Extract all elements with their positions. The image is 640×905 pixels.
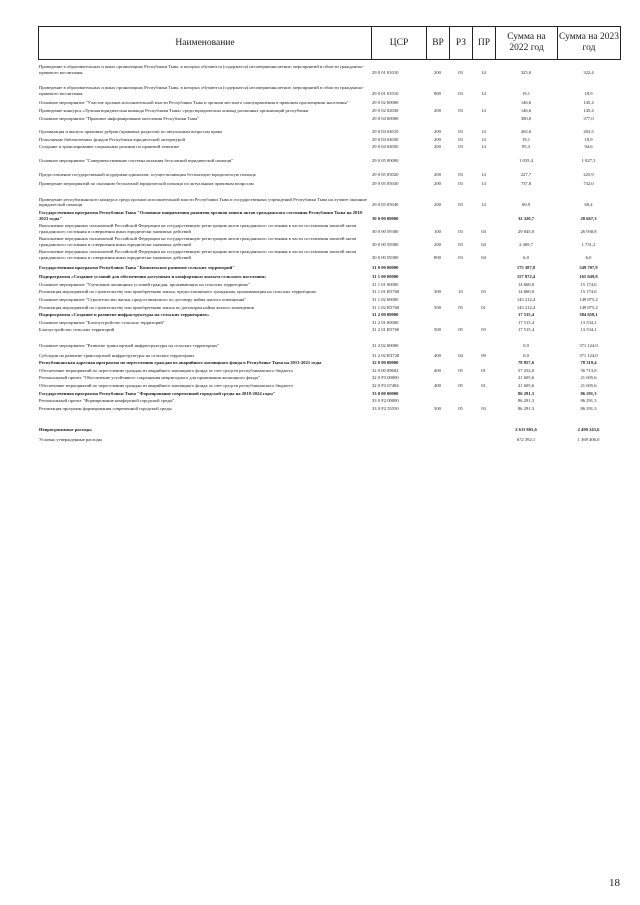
cell-pr [472,333,495,349]
cell-rz [449,270,472,280]
cell-csr: 29 0 01 01010 [372,69,399,75]
cell-vr: 500 [434,327,441,333]
cell-rz: 03 [458,255,463,261]
cell-vr: 500 [434,405,441,411]
cell-s22: 69,9 [521,202,531,208]
cell-s23: 13 534,1 [580,327,597,333]
cell-s23: 732,0 [583,181,594,187]
cell-pr [472,411,495,433]
cell-rz [449,261,472,271]
cell-rz [449,358,472,366]
cell-name: Предоставление государственной поддержки адвокатам, осуществляющим бесплатную юридическую помощь [39,171,256,177]
cell-vr [426,433,449,443]
cell-vr: 200 [434,107,441,113]
cell-rz: 03 [458,144,463,150]
cell-vr: 200 [434,202,441,208]
table-row [38,60,620,75]
cell-s23: 145,4 [583,107,594,113]
cell-pr [472,389,495,397]
cell-vr: 400 [434,382,441,388]
cell-name: Основное мероприятие "Развитие транспортной инфраструктуры на сельских территориях" [39,343,220,348]
cell-pr: 14 [481,181,486,187]
cell-rz: 10 [458,289,463,295]
cell-pr [472,318,495,326]
cell-csr: 30 0 00 00000 [372,215,399,221]
cell-csr: 32 0 00 09602 [372,367,399,373]
table-row [38,318,620,326]
cell-csr: 30 0 00 59300 [372,241,399,247]
cell-pr: 04 [481,241,486,247]
cell-csr: 29 0 05 05020 [372,171,399,177]
cell-vr: 800 [434,255,441,261]
cell-s23: 322,4 [583,69,594,75]
cell-s23: 26 930,8 [580,228,597,234]
cell-name: Непрограммные расходы [39,427,92,433]
cell-csr: 30 0 00 59300 [372,228,399,234]
table-row [38,208,620,221]
cell-s22: 325,0 [520,69,532,75]
header-rz: РЗ [450,27,473,60]
cell-csr: 31 2 00 00000 [372,312,399,318]
cell-pr: 14 [481,107,486,113]
cell-rz [449,150,472,164]
cell-rz [449,333,472,349]
cell-s22: 86 291,3 [517,390,535,396]
cell-s23: 145,4 [583,100,594,106]
cell-s23: 6,0 [585,255,592,261]
cell-s23: 149 875,2 [579,297,598,303]
cell-name: Государственная программа Республики Тыва "Формирование современной городской среды на 2018-2024 годы" [39,390,276,396]
cell-pr [472,114,495,122]
cell-s22: 157 872,4 [516,274,536,280]
cell-name: Проведение республиканского конкурса среди органов исполнительной власти Республики Тыва и государственных учреждений Республики Тыва на лучшее оказание юридической помощи [39,196,367,208]
cell-s23: 1 027,3 [581,157,596,163]
cell-s23: 1 731,2 [581,241,596,247]
cell-rz [449,433,472,443]
cell-name: Условно утвержденные расходы [39,436,102,442]
cell-vr [426,310,449,318]
cell-vr: 400 [434,352,441,358]
cell-pr: 14 [481,136,486,142]
cell-s22: 2 611 865,6 [515,427,537,433]
cell-pr [472,310,495,318]
cell-s22: 672 392,1 [516,436,536,442]
cell-s23: 371 124,0 [579,352,598,358]
header-csr: ЦСР [372,27,427,60]
cell-s22: 78 857,6 [517,360,535,366]
cell-s22: 14 660,0 [517,289,535,295]
cell-rz: 05 [458,327,463,333]
table-row [38,106,620,114]
cell-s23: 15 174,6 [580,281,597,287]
cell-rz: 03 [458,181,463,187]
table-row [38,96,620,106]
cell-s22: 95,3 [521,144,531,150]
cell-pr: 14 [481,90,486,96]
table-row [38,396,620,404]
table-body [38,60,620,443]
cell-pr: 09 [481,352,486,358]
cell-vr: 400 [434,367,441,373]
table-row [38,295,620,303]
cell-csr [371,411,426,433]
cell-csr: 31 0 00 00000 [372,264,399,270]
header-name: Наименование [39,27,372,60]
cell-pr: 14 [481,129,486,135]
table-row [38,142,620,150]
cell-csr: 29 0 05 00000 [372,157,399,163]
cell-vr: 200 [434,136,441,142]
cell-pr: 03 [481,327,486,333]
cell-pr: 01 [481,367,486,373]
cell-s23: 15 174,6 [580,289,597,295]
cell-name: Региональный проект "Формирование комфортной городской среды" [39,398,175,404]
cell-rz: 05 [458,367,463,373]
cell-vr [426,358,449,366]
cell-pr: 14 [481,69,486,75]
cell-s23: 2 499 243,6 [577,427,600,433]
cell-vr [426,96,449,106]
table-row [38,349,620,359]
cell-vr [426,295,449,303]
table-row [38,404,620,412]
cell-pr: 14 [481,171,486,177]
cell-s22: 19,1 [521,136,531,142]
cell-pr: 04 [481,255,486,261]
cell-s22: 17 515,4 [517,327,535,333]
cell-csr: 31 1 01 00000 [372,281,399,287]
cell-pr: 14 [481,144,486,150]
cell-vr: 800 [434,90,441,96]
table-row [38,75,620,96]
cell-s23: 263,5 [583,129,594,135]
cell-rz [449,280,472,288]
cell-s23: 13 534,1 [580,319,597,325]
cell-vr [426,396,449,404]
cell-s22: 146,6 [520,107,532,113]
cell-pr [472,261,495,271]
cell-rz: 04 [458,352,463,358]
cell-name: Проведение в образовательных и иных организациях Республики Тыва, в которых обучаются (содержатся) несовершеннолетние, мероприятий в области гражданско-правового воспитания [39,85,364,96]
cell-rz: 05 [458,382,463,388]
cell-csr: 32 0 F3 00000 [372,375,399,381]
cell-name: Благоустройство сельских территорий [39,327,115,333]
cell-pr [472,358,495,366]
cell-csr: 31 2 01 00000 [372,319,399,325]
cell-name: Субсидии на развитие транспортной инфраструктуры на сельских территориях [39,352,195,358]
cell-vr: 200 [434,144,441,150]
table-row [38,187,620,208]
cell-csr: 31 2 01 R5760 [372,327,400,333]
cell-s22: 19,1 [521,90,531,96]
cell-pr [472,433,495,443]
header-pr: ПР [473,27,496,60]
cell-csr: 29 0 04 04010 [372,129,399,135]
cell-name: Основное мероприятие "Улучшение жилищных условий граждан, проживающих на сельских территориях" [39,281,250,287]
cell-name: Выполнение переданных полномочий Российской Федерации на государственную регистрацию актов гражданского состояния в части составления записей актов гражданского состояния и совершения иных юридически значимых действий [39,236,357,247]
cell-name: Выполнение переданных полномочий Российской Федерации на государственную регистрацию актов гражданского состояния в части составления записей актов гражданского состояния и совершения иных юридически значимых действий [39,223,357,234]
cell-s23: 28 667,3 [580,215,597,221]
cell-pr: 03 [481,405,486,411]
cell-vr [426,389,449,397]
cell-pr [472,396,495,404]
cell-csr: 29 0 02 02030 [372,107,399,113]
cell-name: Реализация программ формирования современной городской среды [39,405,172,411]
cell-s23: 86 291,3 [580,405,597,411]
cell-pr [472,270,495,280]
header-sum-2023: Сумма на 2023 год [558,27,621,60]
budget-table [38,26,620,443]
cell-vr [426,114,449,122]
cell-s23: 56 713,8 [580,367,597,373]
cell-s22: 14 660,0 [517,281,535,287]
cell-vr: 200 [434,129,441,135]
cell-csr: 33 0 00 00000 [372,390,399,396]
cell-pr [472,280,495,288]
cell-s23: 94,6 [584,144,593,150]
cell-s22: 0,0 [523,352,529,358]
table-row [38,373,620,381]
table-row [38,114,620,122]
cell-vr [426,270,449,280]
cell-s22: 32 320,7 [517,215,535,221]
cell-s23: 225,9 [583,171,594,177]
table-row [38,221,620,234]
cell-name: Основное мероприятие "Правовое информирование населения Республики Тыва" [39,115,200,121]
cell-rz [449,310,472,318]
cell-csr: 29 0 05 05030 [372,181,399,187]
table-row [38,411,620,433]
table-header [38,26,621,60]
table-row [38,358,620,366]
cell-rz: 03 [458,107,463,113]
cell-rz [449,389,472,397]
cell-vr [426,150,449,164]
table-row [38,310,620,318]
cell-rz [449,96,472,106]
cell-rz: 03 [458,90,463,96]
table-row [38,234,620,247]
cell-name: Выполнение переданных полномочий Российской Федерации на государственную регистрацию актов гражданского состояния в части составления записей актов гражданского состояния и совершения иных юридически значимых действий [39,249,357,261]
cell-s23: 86 291,3 [580,398,597,404]
cell-vr: 100 [434,228,441,234]
table-row [38,270,620,280]
table-row [38,303,620,311]
cell-rz: 03 [458,69,463,75]
cell-s22: 21 605,6 [517,382,535,388]
cell-name: Основное мероприятие "Строительство жилья, предоставляемого по договору найма жилого помещения" [39,297,247,303]
cell-s22: 0,0 [523,343,529,348]
cell-csr: 29 0 01 01010 [372,90,399,96]
page-number: 18 [609,877,620,889]
cell-s22: 17 515,4 [517,319,535,325]
cell-s22: 146,6 [520,100,532,106]
table-row [38,366,620,374]
cell-s23: 165 049,8 [579,274,598,280]
cell-name: Организация и выпуск правовых рубрик (правовых разделов) по актуальным вопросам права [39,129,222,135]
cell-vr: 200 [434,181,441,187]
cell-name: Проведение в образовательных и иных организациях Республики Тыва, в которых обучаются (содержатся) несовершеннолетние, мероприятий в области гражданско-правового воспитания [39,64,364,75]
cell-name: Обеспечение мероприятий по переселению граждан из аварийного жилищного фонда за счет средств республиканского бюджета [39,382,293,388]
cell-name: Создание и транслирование социальных роликов по правовой тематике [39,144,179,150]
table-row [38,150,620,164]
cell-vr: 200 [434,69,441,75]
cell-s23: 21 605,6 [580,382,597,388]
cell-csr: 29 0 04 00000 [372,115,399,121]
cell-s22: 29 845,0 [517,228,535,234]
cell-pr: 01 [481,304,486,310]
cell-name: Основное мероприятие "Участие органов исполнительной власти Республики Тыва и органов местного самоуправления в правовом просвещении населения" [39,100,349,106]
cell-s22: 2 469,7 [519,241,533,247]
cell-rz: 03 [458,129,463,135]
table-row [38,389,620,397]
cell-rz [449,295,472,303]
cell-csr: 31 1 02 00000 [372,297,399,303]
cell-csr: 32 0 00 00000 [372,360,399,366]
cell-vr [426,261,449,271]
table-row [38,177,620,187]
cell-csr: 33 0 F2 00000 [372,398,399,404]
cell-pr [472,208,495,221]
cell-name: Проведение конкурса «Лучшая юридическая команда Республики Тыва» среди юридических команд различных организаций республики [39,107,309,113]
cell-rz: 03 [458,202,463,208]
table-row [38,381,620,389]
cell-csr: 29 0 04 04050 [372,144,399,150]
cell-vr: 200 [434,241,441,247]
cell-s22: 17 515,4 [517,312,535,318]
cell-vr: 500 [434,304,441,310]
cell-name: Подпрограмма «Создание и развитие инфраструктуры на сельских территориях» [39,312,210,318]
cell-csr: 30 0 00 59300 [372,255,399,261]
cell-rz [449,114,472,122]
cell-rz [449,396,472,404]
table-row [38,121,620,135]
cell-s23: 371 124,0 [579,343,598,348]
cell-name: Пополнение библиотечных фондов Республики юридической литературой [39,136,186,142]
cell-s22: 57 252,0 [517,367,535,373]
cell-s22: 265,6 [520,129,532,135]
table-row [38,287,620,295]
cell-name: Основное мероприятие "Совершенствование системы оказания бесплатной юридической помощи" [39,157,234,163]
cell-vr [426,373,449,381]
cell-vr [426,411,449,433]
cell-s22: 737,8 [520,181,532,187]
table-row [38,325,620,333]
header-sum-2022: Сумма на 2022 год [496,27,558,60]
cell-name: Обеспечение мероприятий по переселению граждан из аварийного жилищного фонда за счет средств республиканского бюджета [39,367,293,373]
cell-name: Проведение мероприятий по оказанию бесплатной юридической помощи по актуальным правовым вопросам [39,181,254,187]
cell-s22: 1 035,4 [519,157,533,163]
table-row [38,247,620,260]
cell-vr: 200 [434,171,441,177]
table-row [38,433,620,443]
cell-s23: 21 605,6 [580,375,597,381]
cell-csr: 31 2 02 R3720 [372,352,400,358]
cell-pr [472,150,495,164]
cell-csr: 33 0 F2 55550 [372,405,399,411]
cell-rz: 05 [458,304,463,310]
cell-vr [426,280,449,288]
cell-name: Государственная программа Республики Тыва "Комплексное развитие сельских территорий" [39,264,235,270]
cell-vr [426,333,449,349]
cell-csr: 31 1 01 R5760 [372,289,400,295]
cell-pr [472,96,495,106]
cell-name: Государственная программа Республики Тыва "Основные направления развития органов записи актов гражданского состояния Республики Тыва на 2018-2023 годы" [39,209,364,221]
cell-vr [426,318,449,326]
table-row [38,135,620,143]
cell-s22: 175 387,8 [516,264,536,270]
cell-rz [449,208,472,221]
cell-s22: 21 605,6 [517,375,535,381]
cell-csr: 31 2 02 00000 [372,343,399,348]
cell-s22: 227,7 [520,171,532,177]
cell-s22: 143 212,4 [516,304,536,310]
cell-s23: 149 875,2 [579,304,598,310]
cell-name: Подпрограмма «Создание условий для обеспечения доступным и комфортным жильем сельского населения» [39,274,267,280]
cell-name: Реализация мероприятий по строительству или приобретению жилья по договорам найма жилого помещения [39,304,254,310]
cell-s23: 1 369 406,0 [577,436,600,442]
cell-vr: 300 [434,289,441,295]
cell-name: Республиканская адресная программа по переселению граждан из аварийного жилищного фонда в Республике Тыва на 2013-2021 годы [39,360,322,366]
cell-s23: 69,4 [584,202,593,208]
cell-csr [371,433,426,443]
cell-rz: 03 [458,136,463,142]
cell-s22: 86 291,3 [517,405,535,411]
cell-pr [472,373,495,381]
cell-vr [426,208,449,221]
cell-s23: 549 707,9 [579,264,598,270]
cell-csr: 29 0 04 04030 [372,136,399,142]
cell-s23: 18,9 [584,90,593,96]
cell-s23: 86 291,3 [580,390,597,396]
cell-csr: 31 1 02 R5760 [372,304,400,310]
cell-s23: 384 658,1 [579,312,598,318]
cell-s22: 380,0 [520,115,532,121]
cell-rz: 03 [458,228,463,234]
cell-name: Региональный проект "Обеспечение устойчивого сокращения непригодного для проживания жилищного фонда" [39,375,260,381]
cell-rz: 03 [458,241,463,247]
cell-name: Реализация мероприятий по строительству или приобретению жилья, предоставляемого гражданам, проживающим на сельских территориях [39,289,317,295]
cell-csr: 31 1 00 00000 [372,274,399,280]
cell-pr: 14 [481,202,486,208]
cell-csr: 29 0 05 05040 [372,202,399,208]
table-row [38,261,620,271]
cell-pr: 03 [481,289,486,295]
cell-s22: 6,0 [523,255,529,261]
table-row [38,164,620,178]
cell-csr: 32 0 F3 67484 [372,382,399,388]
cell-s23: 18,9 [584,136,593,142]
cell-rz: 05 [458,405,463,411]
cell-s22: 86 291,3 [517,398,535,404]
cell-name: Основное мероприятие "Благоустройство сельских территорий" [39,319,165,325]
cell-s23: 377,0 [583,115,594,121]
cell-pr: 04 [481,228,486,234]
cell-s22: 143 212,4 [516,297,536,303]
cell-rz [449,411,472,433]
cell-pr [472,295,495,303]
cell-rz: 03 [458,171,463,177]
cell-rz [449,318,472,326]
cell-pr: 01 [481,382,486,388]
cell-rz [449,373,472,381]
table-row [38,333,620,349]
cell-csr: 29 0 02 00000 [372,100,399,106]
cell-s23: 78 319,4 [580,360,597,366]
table-row [38,280,620,288]
header-vr: ВР [427,27,450,60]
